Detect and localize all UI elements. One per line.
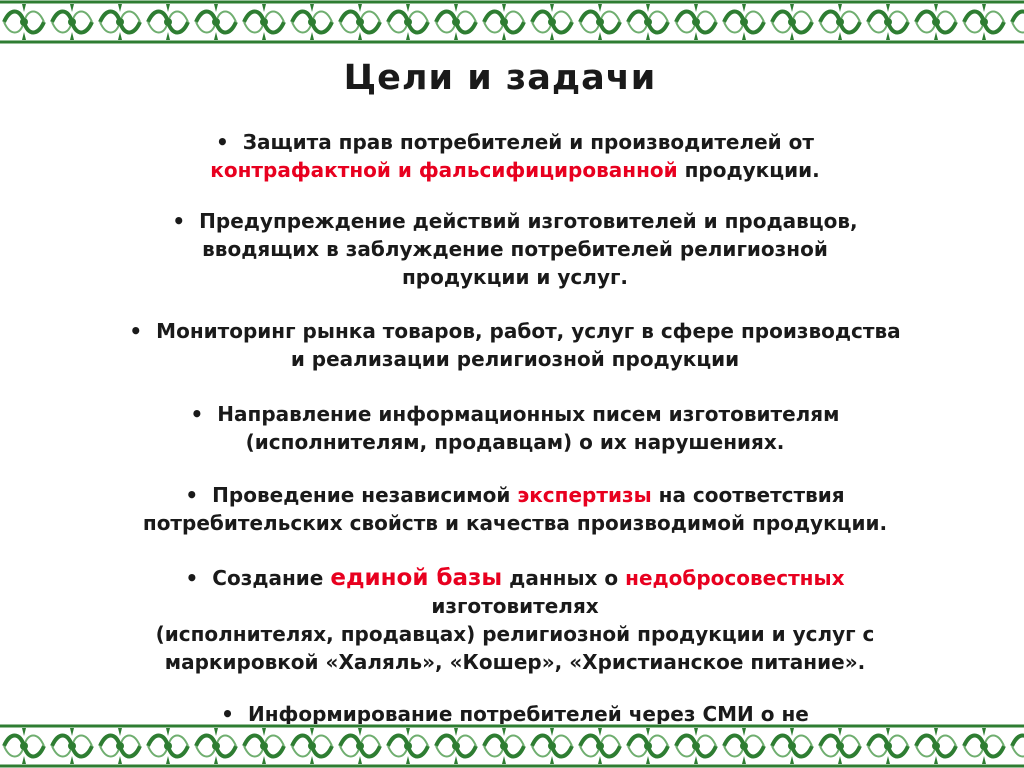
bullet: •	[172, 209, 186, 233]
bullet: •	[129, 319, 143, 343]
item-text: Создание	[212, 566, 324, 590]
item-text: Информирование потребителей через СМИ о не	[247, 702, 809, 724]
item-text: потребительских свойств и качества производимой продукции.	[142, 511, 888, 535]
item-text: продукции.	[684, 158, 820, 182]
bullet: •	[221, 702, 234, 724]
bullet: •	[190, 402, 204, 426]
list-item-prevention	[60, 207, 970, 291]
list-item-protection	[60, 128, 970, 184]
list-item-media	[60, 700, 970, 724]
item-text: данных о	[509, 566, 619, 590]
list-item-database	[60, 564, 970, 676]
highlight-text: недобросовестных	[625, 566, 845, 590]
slide-content	[0, 44, 1024, 724]
item-text: Мониторинг рынка товаров, работ, услуг в сфере производства	[156, 319, 901, 343]
list-item-letters	[60, 400, 970, 456]
item-text: Проведение независимой	[212, 483, 511, 507]
bullet: •	[215, 130, 229, 154]
bullet: •	[185, 483, 199, 507]
item-text: (исполнителям, продавцам) о их нарушениях.	[245, 430, 785, 454]
item-text: продукции и услуг.	[401, 265, 629, 289]
item-text: изготовителях	[431, 594, 599, 618]
bullet: •	[185, 566, 199, 590]
slide-title: Цели и задачи	[343, 58, 657, 98]
item-text: (исполнителях, продавцах) религиозной продукции и услуг с	[155, 622, 875, 646]
list-item-monitoring	[60, 317, 970, 373]
item-text: на соответствия	[658, 483, 845, 507]
list-item-expertise	[60, 481, 970, 537]
bottom-ornament-border	[0, 724, 1024, 768]
item-text: Предупреждение действий изготовителей и продавцов,	[199, 209, 858, 233]
item-text: маркировкой «Халяль», «Кошер», «Христианское питание».	[164, 650, 866, 674]
highlight-text: экспертизы	[517, 483, 652, 507]
item-text: вводящих в заблуждение потребителей религиозной	[202, 237, 828, 261]
item-text: Направление информационных писем изготовителям	[217, 402, 840, 426]
highlight-text: единой базы	[330, 565, 503, 591]
item-text: и реализации религиозной продукции	[290, 347, 740, 371]
top-ornament-border	[0, 0, 1024, 44]
item-text: Защита прав потребителей и производителей от	[242, 130, 814, 154]
highlight-text: контрафактной и фальсифицированной	[210, 158, 678, 182]
